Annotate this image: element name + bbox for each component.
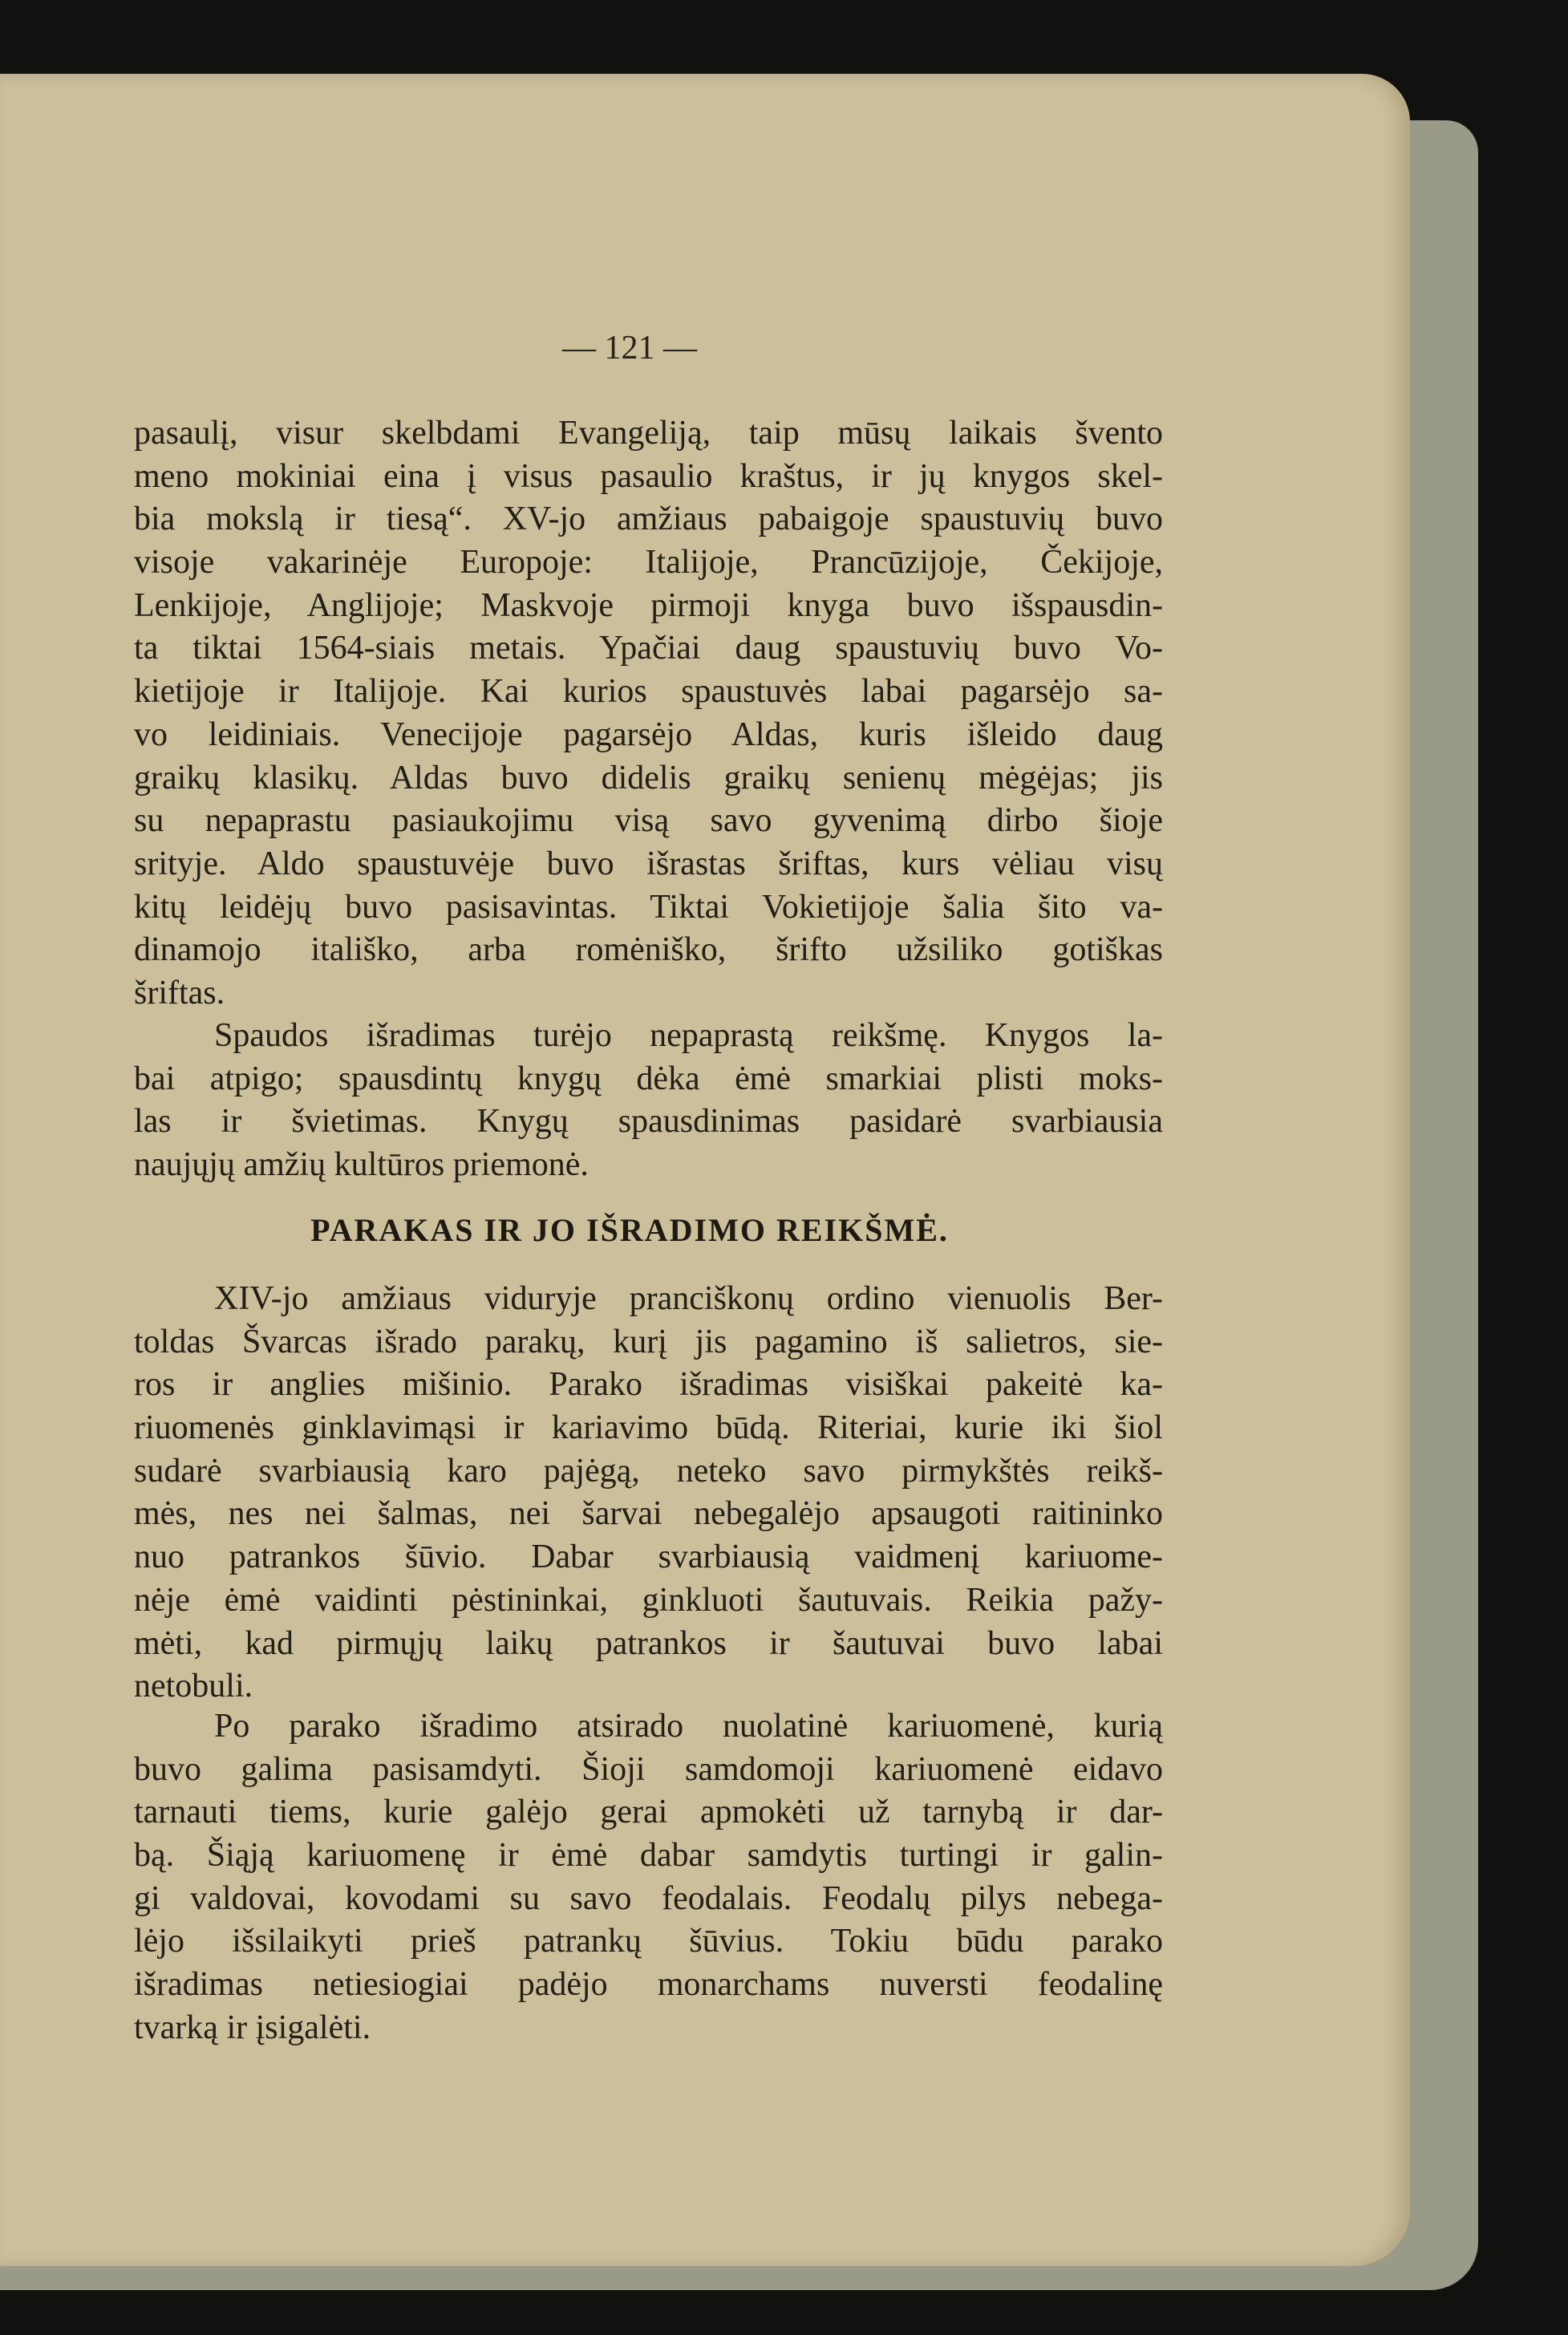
text-line: bą. Šiąją kariuomenę ir ėmė dabar samdytis turtingi ir galin- xyxy=(134,1837,1163,1875)
text-line: nėje ėmė vaidinti pėstininkai, ginkluoti šautuvais. Reikia pažy- xyxy=(134,1581,1163,1619)
text-line: mės, nes nei šalmas, nei šarvai nebegalėjo apsaugoti raitininko xyxy=(134,1495,1163,1533)
text-line: išradimas netiesiogiai padėjo monarchams nuversti feodalinę xyxy=(134,1966,1163,2004)
text-line: gi valdovai, kovodami su savo feodalais. Feodalų pilys nebega- xyxy=(134,1879,1163,1917)
text-line: ta tiktai 1564-siais metais. Ypačiai daug spaustuvių buvo Vo- xyxy=(134,630,1163,667)
text-line: lėjo išsilaikyti prieš patrankų šūvius. Tokiu būdu parako xyxy=(134,1923,1163,1960)
text-line: dinamojo itališko, arba romėniško, šrifto užsiliko gotiškas xyxy=(134,931,1163,969)
text-line: nuo patrankos šūvio. Dabar svarbiausią vaidmenį kariuome- xyxy=(134,1538,1163,1576)
paragraph-gunpowder-invention xyxy=(134,1278,1163,1709)
text-line: riuomenės ginklavimąsi ir kariavimo būdą. Riteriai, kurie iki šiol xyxy=(134,1409,1163,1447)
text-line: las ir švietimas. Knygų spausdinimas pasidarė svarbiausia xyxy=(134,1103,1163,1141)
text-line: kitų leidėjų buvo pasisavintas. Tiktai Vokietijoje šalia šito va- xyxy=(134,888,1163,926)
text-line: sudarė svarbiausią karo pajėgą, neteko savo pirmykštės reikš- xyxy=(134,1452,1163,1490)
text-line: naujųjų amžių kultūros priemonė. xyxy=(134,1146,589,1184)
book-page xyxy=(0,74,1410,2266)
text-line: bia mokslą ir tiesą“. XV-jo amžiaus pabaigoje spaustuvių buvo xyxy=(134,501,1163,538)
text-line: visoje vakarinėje Europoje: Italijoje, Prancūzijoje, Čekijoje, xyxy=(134,544,1163,582)
paragraph-standing-army xyxy=(134,1705,1163,2050)
text-line: toldas Švarcas išrado parakų, kurį jis pagamino iš salietros, sie- xyxy=(134,1323,1163,1360)
text-line: Spaudos išradimas turėjo nepaprastą reikšmę. Knygos la- xyxy=(214,1017,1163,1054)
text-line: bai atpigo; spausdintų knygų dėka ėmė smarkiai plisti moks- xyxy=(134,1060,1163,1097)
text-line: netobuli. xyxy=(134,1668,253,1705)
text-line: mėti, kad pirmųjų laikų patrankos ir šautuvai buvo labai xyxy=(134,1624,1163,1662)
text-line: tvarką ir įsigalėti. xyxy=(134,2009,371,2046)
text-line: XIV-jo amžiaus viduryje pranciškonų ordino vienuolis Ber- xyxy=(214,1280,1163,1317)
text-line: Po parako išradimo atsirado nuolatinė kariuomenė, kurią xyxy=(214,1708,1163,1745)
text-line: meno mokiniai eina į visus pasaulio kraštus, ir jų knygos skel- xyxy=(134,457,1163,495)
text-line: buvo galima pasisamdyti. Šioji samdomoji kariuomenė eidavo xyxy=(134,1750,1163,1788)
text-line: pasaulį, visur skelbdami Evangeliją, taip mūsų laikais švento xyxy=(134,415,1163,452)
text-line: tarnauti tiems, kurie galėjo gerai apmokėti už tarnybą ir dar- xyxy=(134,1794,1163,1831)
text-line: su nepaprastu pasiaukojimu visą savo gyvenimą dirbo šioje xyxy=(134,802,1163,840)
paragraph-printing-significance xyxy=(134,1015,1163,1187)
text-line: kietijoje ir Italijoje. Kai kurios spaustuvės labai pagarsėjo sa- xyxy=(134,673,1163,711)
page-number: — 121 — xyxy=(562,330,697,367)
text-line: vo leidiniais. Venecijoje pagarsėjo Aldas, kuris išleido daug xyxy=(134,715,1163,753)
text-line: srityje. Aldo spaustuvėje buvo išrastas šriftas, kurs vėliau visų xyxy=(134,845,1163,882)
text-line: Lenkijoje, Anglijoje; Maskvoje pirmoji knyga buvo išspausdin- xyxy=(134,586,1163,624)
text-line: šriftas. xyxy=(134,974,225,1011)
paragraph-printing-history xyxy=(134,412,1163,1015)
section-heading: PARAKAS IR JO IŠRADIMO REIKŠMĖ. xyxy=(310,1212,949,1248)
text-line: graikų klasikų. Aldas buvo didelis graikų senienų mėgėjas; jis xyxy=(134,759,1163,797)
text-line: ros ir anglies mišinio. Parako išradimas visiškai pakeitė ka- xyxy=(134,1366,1163,1404)
